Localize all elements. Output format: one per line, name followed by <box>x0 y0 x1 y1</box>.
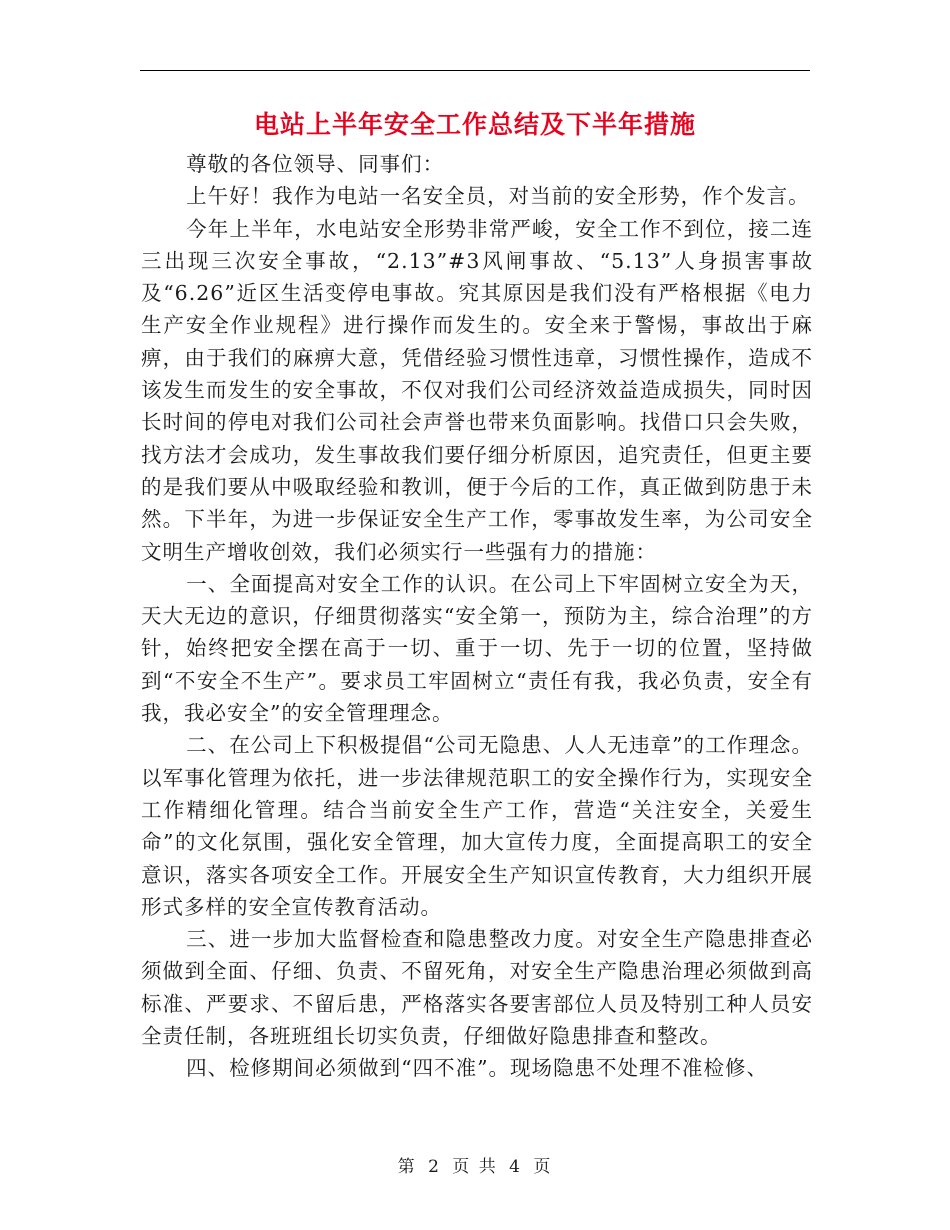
footer-prefix: 第 <box>397 1157 417 1177</box>
salutation-paragraph: 尊敬的各位领导、同事们： <box>186 152 445 176</box>
footer-middle: 页 共 <box>452 1157 498 1177</box>
document-body <box>141 148 813 1085</box>
greeting-paragraph: 上午好！我作为电站一名安全员，对当前的安全形势，作个发言。 <box>186 184 810 209</box>
measure-2-paragraph: 二、在公司上下积极提倡“公司无隐患、人人无违章”的工作理念。以军事化管理为依托，进一步法律规范职工的安全操作行为，实现安全工作精细化管理。结合当前安全生产工作，营造“关注安全，关爱生命”的文化氛围，强化安全管理，加大宣传力度，全面提高职工的安全意识，落实各项安全工作。开展安全生产知识宣传教育，大力组织开展形式多样的安全宣传教育活动。 <box>141 733 813 919</box>
document-title: 电站上半年安全工作总结及下半年措施 <box>253 110 696 139</box>
page-footer <box>0 1152 950 1177</box>
summary-paragraph: 今年上半年，水电站安全形势非常严峻，安全工作不到位，接二连三出现三次安全事故，“2.13”#3风闸事故、“5.13”人身损害事故及“6.26”近区生活变停电事故。究其原因是我们没有严格根据《电力生产安全作业规程》进行操作而发生的。安全来于警惕，事故出于麻痹，由于我们的麻痹大意，凭借经验习惯性违章，习惯性操作，造成不该发生而发生的安全事故，不仅对我们公司经济效益造成损失，同时因长时间的停电对我们公司社会声誉也带来负面影响。找借口只会失败，找方法才会成功，发生事故我们要仔细分析原因，追究责任，但更主要的是我们要从中吸取经验和教训，便于今后的工作，真正做到防患于未然。下半年，为进一步保证安全生产工作，零事故发生率，为公司安全文明生产增收创效，我们必须实行一些强有力的措施： <box>141 216 813 564</box>
measure-4-paragraph: 四、检修期间必须做到“四不准”。现场隐患不处理不准检修、 <box>186 1056 769 1081</box>
measure-3-paragraph: 三、进一步加大监督检查和隐患整改力度。对安全生产隐患排查必须做到全面、仔细、负责、不留死角，对安全生产隐患治理必须做到高标准、严要求、不留后患，严格落实各要害部位人员及特别工种人员安全责任制，各班班组长切实负责，仔细做好隐患排查和整改。 <box>141 927 813 1049</box>
measure-1-paragraph: 一、全面提高对安全工作的认识。在公司上下牢固树立安全为天，天大无边的意识，仔细贯彻落实“安全第一，预防为主，综合治理”的方针，始终把安全摆在高于一切、重于一切、先于一切的位置，坚持做到“不安全不生产”。要求员工牢固树立“责任有我，我必负责，安全有我，我必安全”的安全管理理念。 <box>141 571 813 726</box>
header-rule <box>140 70 810 71</box>
current-page-number: 2 <box>428 1157 441 1177</box>
total-page-count: 4 <box>509 1157 522 1177</box>
footer-suffix: 页 <box>533 1157 553 1177</box>
